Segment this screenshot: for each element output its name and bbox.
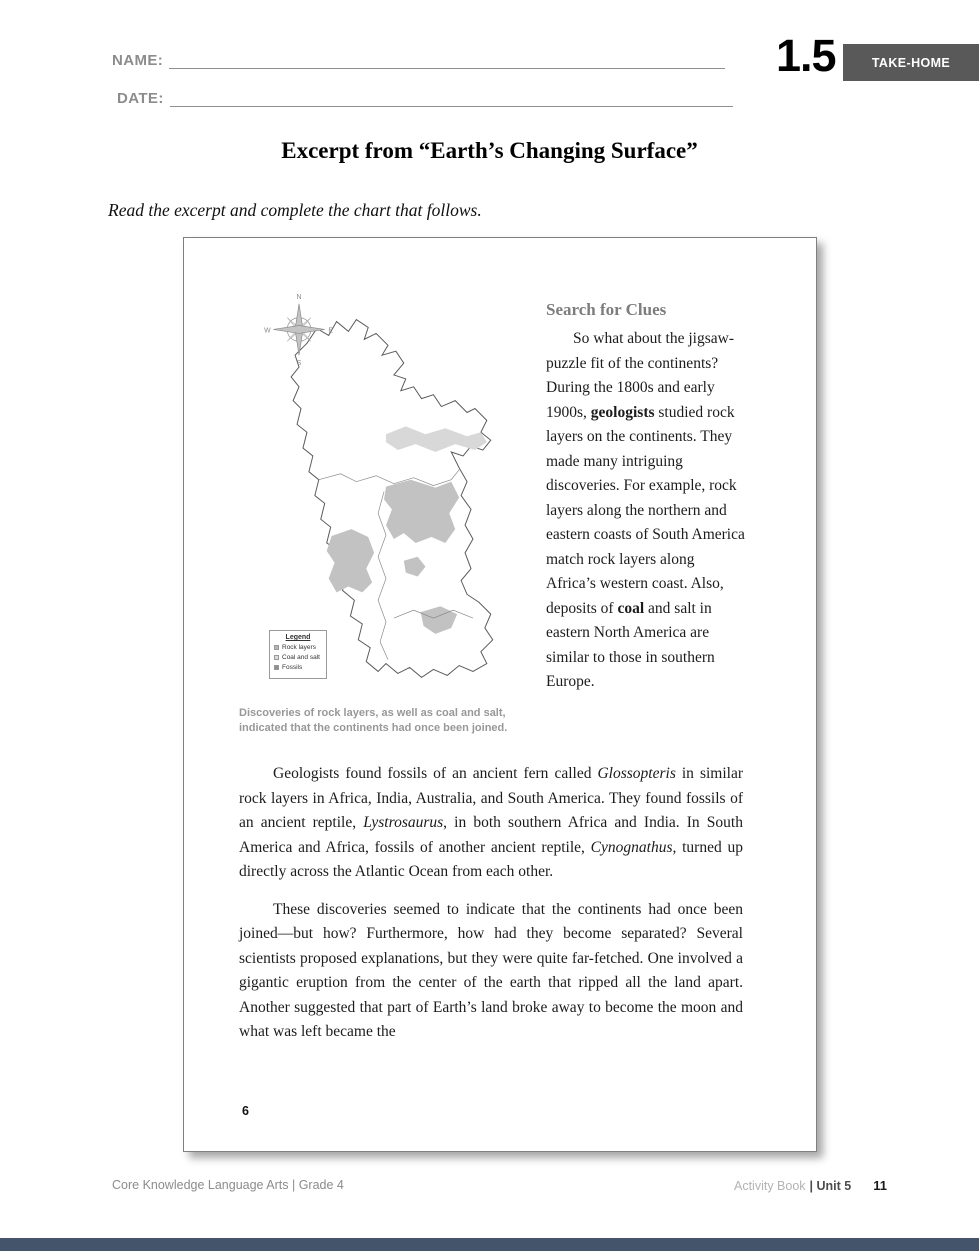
legend-label: Fossils: [282, 664, 303, 671]
footer-unit-text: | Unit 5: [809, 1179, 852, 1193]
compass-letter-n: N: [296, 293, 302, 301]
footer-page-number: 11: [873, 1178, 887, 1193]
excerpt-intro-paragraph: So what about the jigsaw-puzzle fit of the continents? During the 1800s and early 1900s, geologists studied rock layers on the continents. They made many intriguing discoveries. For example, rock layers along the northern and eastern coasts of South America match rock layers along Africa’s western coast. Also, deposits of coal and salt in eastern North America are similar to those in southern Europe.: [546, 330, 745, 690]
page-title: Excerpt from “Earth’s Changing Surface”: [281, 138, 698, 163]
excerpt-right-column: [546, 300, 746, 695]
footer-bar: [0, 1238, 979, 1251]
excerpt-heading: Search for Clues: [546, 300, 667, 319]
excerpt-page-number: 6: [242, 1104, 249, 1118]
footer-book-text: Activity Book: [733, 1179, 806, 1193]
compass-letter-s: S: [296, 360, 302, 368]
date-line[interactable]: [170, 90, 733, 107]
legend-swatch-fossils: [274, 665, 279, 670]
legend-swatch-coal-salt: [274, 655, 279, 660]
compass-letter-w: W: [264, 327, 271, 335]
pangaea-map-illustration: [236, 284, 536, 709]
map-legend: [269, 630, 327, 679]
legend-item: [274, 664, 322, 671]
date-field-row: [117, 90, 733, 107]
date-label: DATE:: [117, 90, 164, 107]
legend-swatch-rock-layers: [274, 645, 279, 650]
instruction-text: Read the excerpt and complete the chart that follows.: [108, 200, 482, 220]
lesson-number: 1.5: [776, 30, 836, 81]
compass-letter-e: E: [328, 327, 333, 335]
name-line[interactable]: [169, 52, 725, 69]
legend-item: [274, 654, 322, 661]
map-caption: Discoveries of rock layers, as well as coal and salt, indicated that the continents had once been joined.: [239, 707, 508, 734]
deposit-patch-africa: [384, 480, 459, 543]
excerpt-paragraph-fossils: Geologists found fossils of an ancient fern called Glossopteris in similar rock layers in Africa, India, Australia, and South America. They found fossils of an ancient reptile, Lystrosaurus, in both southern Africa and India. In South America and Africa, fossils of another ancient reptile, Cynognathus, turned up directly across the Atlantic Ocean from each other.: [239, 765, 743, 880]
deposit-patch-south-america: [327, 529, 374, 592]
name-label: NAME:: [112, 52, 164, 69]
excerpt-paragraph-theories: These discoveries seemed to indicate that the continents had once been joined—but how? Furthermore, how had they become separated? Several scientists proposed explanations, but they were quite far-fetched. One involved a gigantic eruption from the center of the earth that ripped all the land apart. Another suggested that part of Earth’s land broke away to become the moon and what was left became the: [239, 900, 743, 1040]
legend-item: [274, 644, 322, 651]
legend-title: Legend: [285, 634, 311, 641]
footer-right: [734, 1178, 887, 1193]
excerpt-box: [183, 237, 817, 1152]
take-home-badge: TAKE-HOME: [843, 44, 979, 81]
footer-left-text: Core Knowledge Language Arts | Grade 4: [112, 1178, 344, 1192]
legend-label: Coal and salt: [282, 654, 320, 661]
legend-label: Rock layers: [282, 644, 316, 651]
name-field-row: [112, 52, 725, 69]
excerpt-body: [239, 762, 743, 1058]
